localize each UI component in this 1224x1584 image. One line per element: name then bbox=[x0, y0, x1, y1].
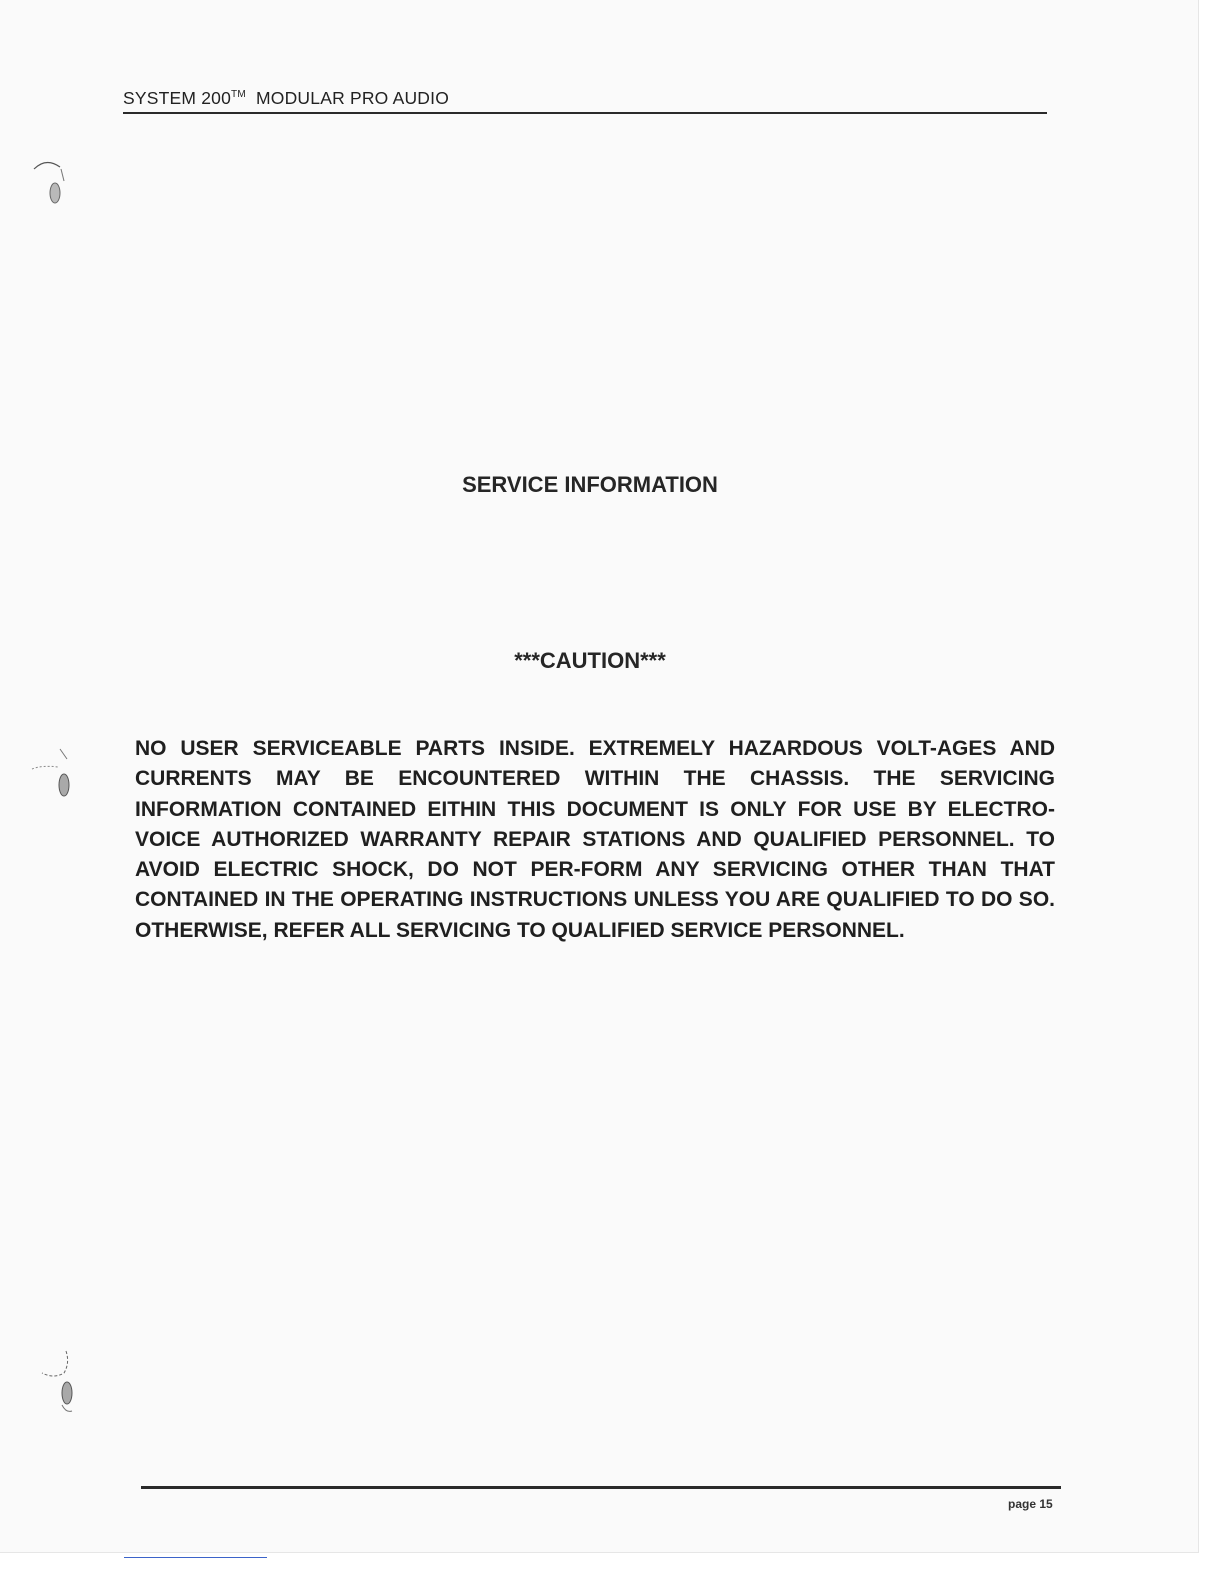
caution-paragraph: NO USER SERVICEABLE PARTS INSIDE. EXTREMELY HAZARDOUS VOLT-AGES AND CURRENTS MAY BE ENCOUNTERED WITHIN THE CHASSIS. THE SERVICING INFORMATION CONTAINED EITHIN THIS DOCUMENT IS ONLY FOR USE BY ELECTRO-VOICE AUTHORIZED WARRANTY REPAIR STATIONS AND QUALIFIED PERSONNEL. TO AVOID ELECTRIC SHOCK, DO NOT PER-FORM ANY SERVICING OTHER THAN THAT CONTAINED IN THE OPERATING INSTRUCTIONS UNLESS YOU ARE QUALIFIED TO DO SO. OTHERWISE, REFER ALL SERVICING TO QUALIFIED SERVICE PERSONNEL. bbox=[135, 737, 1055, 942]
caution-heading: ***CAUTION*** bbox=[514, 648, 666, 673]
footer-divider bbox=[141, 1486, 1061, 1489]
header-title-prefix: SYSTEM 200 bbox=[123, 88, 232, 108]
header-title-suffix: MODULAR PRO AUDIO bbox=[256, 88, 450, 108]
binder-hole-mark-top bbox=[28, 155, 68, 225]
trademark-mark: TM bbox=[231, 89, 246, 100]
header-title bbox=[123, 88, 449, 109]
page-header bbox=[123, 86, 1047, 114]
binder-hole-mark-middle bbox=[30, 745, 70, 815]
page-number: page 15 bbox=[1008, 1497, 1053, 1511]
scan-edge-line bbox=[124, 1557, 267, 1558]
section-title: SERVICE INFORMATION bbox=[462, 472, 718, 497]
binder-hole-mark-bottom bbox=[36, 1345, 76, 1415]
